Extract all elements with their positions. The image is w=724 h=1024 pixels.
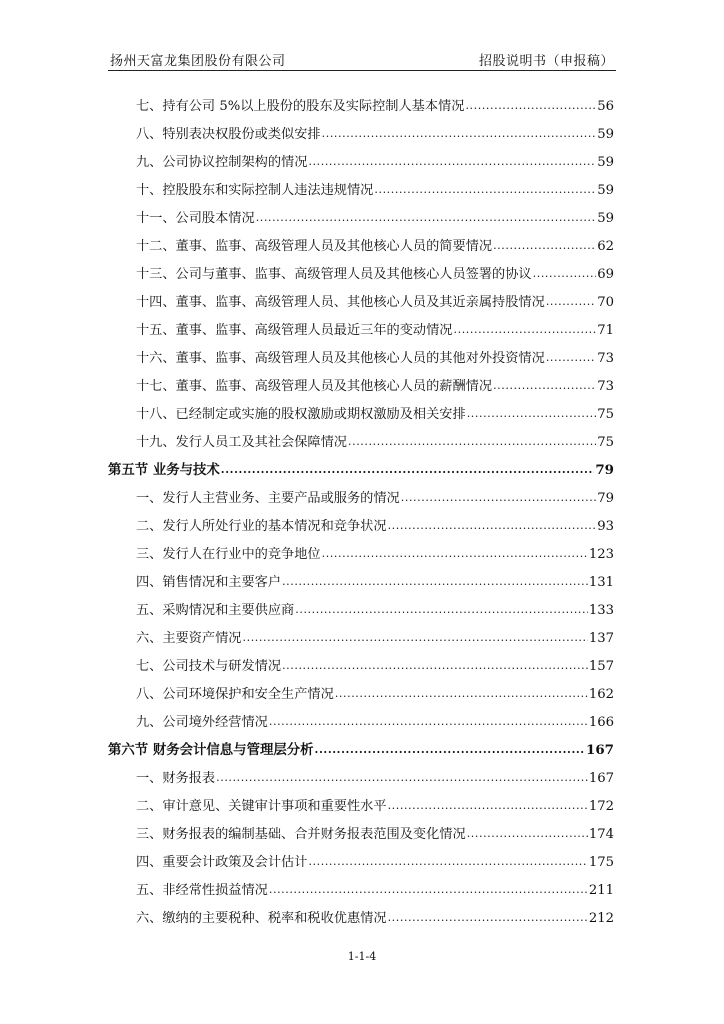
toc-entry-title: 十一、公司股本情况	[136, 211, 255, 226]
toc-entry-page-number: 71	[597, 323, 614, 338]
toc-entry[interactable]	[108, 814, 614, 842]
toc-entry-title: 十、控股股东和实际控制人违法违规情况	[136, 183, 374, 198]
toc-entry-title: 九、公司协议控制架构的情况	[136, 155, 308, 170]
toc-entry-page-number: 157	[588, 659, 614, 674]
toc-entry[interactable]	[108, 282, 614, 310]
toc-leader-dots	[308, 153, 596, 167]
toc-leader-dots	[388, 797, 588, 811]
toc-entry-page-number: 59	[597, 127, 614, 142]
toc-entry[interactable]	[108, 394, 614, 422]
toc-entry[interactable]	[108, 142, 614, 170]
toc-entry-page-number: 79	[597, 491, 614, 506]
toc-leader-dots	[308, 853, 587, 867]
toc-entry[interactable]	[108, 338, 614, 366]
toc-entry-title: 十四、董事、监事、高级管理人员、其他核心人员及其近亲属持股情况	[136, 295, 545, 310]
toc-leader-dots	[348, 433, 596, 447]
toc-leader-dots	[243, 629, 588, 643]
toc-leader-dots	[295, 601, 588, 615]
toc-leader-dots	[454, 321, 597, 335]
page-header	[108, 50, 616, 71]
toc-entry-page-number: 123	[588, 547, 614, 562]
toc-entry-page-number: 211	[588, 883, 614, 898]
header-company-name: 扬州天富龙集团股份有限公司	[110, 54, 286, 69]
toc-entry-title: 二、审计意见、关键审计事项和重要性水平	[136, 799, 387, 814]
toc-leader-dots	[216, 769, 588, 783]
toc-leader-dots	[335, 685, 588, 699]
toc-leader-dots	[282, 657, 588, 671]
toc-entry-title: 五、采购情况和主要供应商	[136, 603, 295, 618]
toc-leader-dots	[322, 545, 588, 559]
toc-entry-title: 第五节 业务与技术	[108, 462, 220, 478]
toc-entry-page-number: 59	[597, 155, 614, 170]
toc-leader-dots	[493, 377, 596, 391]
toc-entry[interactable]	[108, 114, 614, 142]
toc-leader-dots	[269, 881, 588, 895]
toc-entry-page-number: 93	[597, 519, 614, 534]
toc-leader-dots	[467, 825, 588, 839]
toc-section-entry[interactable]	[108, 450, 614, 478]
toc-entry[interactable]	[108, 758, 614, 786]
toc-entry[interactable]	[108, 506, 614, 534]
toc-entry-title: 十三、公司与董事、监事、高级管理人员及其他核心人员签署的协议	[136, 267, 532, 282]
toc-entry-page-number: 131	[588, 575, 614, 590]
toc-entry-title: 八、公司环境保护和安全生产情况	[136, 687, 334, 702]
table-of-contents	[108, 86, 614, 926]
toc-entry-title: 第六节 财务会计信息与管理层分析	[108, 742, 314, 758]
toc-entry-page-number: 175	[588, 855, 614, 870]
toc-entry[interactable]	[108, 478, 614, 506]
toc-entry-title: 四、销售情况和主要客户	[136, 575, 282, 590]
page-number: 1-1-4	[347, 950, 377, 963]
toc-entry-page-number: 70	[597, 295, 614, 310]
toc-entry[interactable]	[108, 254, 614, 282]
toc-entry[interactable]	[108, 674, 614, 702]
toc-leader-dots	[269, 713, 588, 727]
toc-entry-title: 四、重要会计政策及会计估计	[136, 855, 308, 870]
toc-entry[interactable]	[108, 590, 614, 618]
toc-entry-page-number: 167	[586, 742, 614, 758]
toc-entry-page-number: 59	[597, 211, 614, 226]
toc-leader-dots	[467, 405, 597, 419]
toc-entry[interactable]	[108, 786, 614, 814]
toc-entry-title: 十六、董事、监事、高级管理人员及其他核心人员的其他对外投资情况	[136, 351, 545, 366]
toc-entry-page-number: 137	[588, 631, 614, 646]
toc-entry[interactable]	[108, 646, 614, 674]
toc-entry-page-number: 56	[597, 99, 614, 114]
header-document-type: 招股说明书（申报稿）	[478, 54, 614, 69]
toc-leader-dots	[315, 741, 586, 755]
toc-entry[interactable]	[108, 366, 614, 394]
toc-entry-page-number: 75	[597, 435, 614, 450]
toc-entry-page-number: 69	[597, 267, 614, 282]
toc-entry[interactable]	[108, 310, 614, 338]
toc-entry-page-number: 73	[597, 351, 614, 366]
toc-entry-page-number: 75	[597, 407, 614, 422]
toc-entry[interactable]	[108, 870, 614, 898]
toc-leader-dots	[546, 349, 596, 363]
toc-leader-dots	[374, 181, 596, 195]
toc-entry[interactable]	[108, 702, 614, 730]
toc-entry[interactable]	[108, 422, 614, 450]
toc-entry-title: 一、发行人主营业务、主要产品或服务的情况	[136, 491, 400, 506]
toc-entry-page-number: 79	[595, 462, 614, 478]
toc-entry-title: 三、财务报表的编制基础、合并财务报表范围及变化情况	[136, 827, 466, 842]
toc-entry-page-number: 59	[597, 183, 614, 198]
toc-leader-dots	[401, 489, 596, 503]
toc-entry-title: 二、发行人所处行业的基本情况和竞争状况	[136, 519, 387, 534]
toc-entry[interactable]	[108, 86, 614, 114]
toc-entry-title: 七、公司技术与研发情况	[136, 659, 282, 674]
toc-entry-page-number: 62	[597, 239, 614, 254]
toc-entry-page-number: 172	[588, 799, 614, 814]
toc-leader-dots	[533, 265, 597, 279]
toc-entry-title: 十二、董事、监事、高级管理人员及其他核心人员的简要情况	[136, 239, 493, 254]
toc-entry-title: 八、特别表决权股份或类似安排	[136, 127, 321, 142]
toc-leader-dots	[465, 97, 596, 111]
toc-entry[interactable]	[108, 534, 614, 562]
toc-leader-dots	[388, 517, 597, 531]
toc-section-entry[interactable]	[108, 730, 614, 758]
toc-entry-title: 六、主要资产情况	[136, 631, 242, 646]
toc-entry-title: 三、发行人在行业中的竞争地位	[136, 547, 321, 562]
toc-entry[interactable]	[108, 562, 614, 590]
toc-entry-title: 十五、董事、监事、高级管理人员最近三年的变动情况	[136, 323, 453, 338]
toc-leader-dots	[282, 573, 588, 587]
toc-entry-title: 五、非经常性损益情况	[136, 883, 268, 898]
toc-leader-dots	[546, 293, 596, 307]
toc-entry-title: 十八、已经制定或实施的股权激励或期权激励及相关安排	[136, 407, 466, 422]
toc-entry[interactable]	[108, 170, 614, 198]
toc-entry-title: 六、缴纳的主要税种、税率和税收优惠情况	[136, 911, 387, 926]
toc-entry-page-number: 73	[597, 379, 614, 394]
toc-entry-title: 七、持有公司 5%以上股份的股东及实际控制人基本情况	[136, 99, 465, 114]
toc-leader-dots	[322, 125, 597, 139]
toc-entry[interactable]	[108, 618, 614, 646]
toc-entry-title: 一、财务报表	[136, 771, 216, 786]
toc-entry-page-number: 166	[588, 715, 614, 730]
toc-leader-dots	[388, 909, 588, 923]
toc-entry-page-number: 212	[588, 911, 614, 926]
toc-entry-page-number: 167	[588, 771, 614, 786]
toc-leader-dots	[256, 209, 597, 223]
toc-entry-title: 九、公司境外经营情况	[136, 715, 268, 730]
toc-entry[interactable]	[108, 226, 614, 254]
toc-entry-page-number: 133	[588, 603, 614, 618]
toc-entry[interactable]	[108, 198, 614, 226]
toc-entry-page-number: 174	[588, 827, 614, 842]
toc-entry[interactable]	[108, 898, 614, 926]
toc-entry[interactable]	[108, 842, 614, 870]
toc-leader-dots	[493, 237, 596, 251]
toc-entry-title: 十七、董事、监事、高级管理人员及其他核心人员的薪酬情况	[136, 379, 493, 394]
toc-entry-page-number: 162	[588, 687, 614, 702]
toc-leader-dots	[221, 461, 595, 475]
toc-entry-title: 十九、发行人员工及其社会保障情况	[136, 435, 347, 450]
